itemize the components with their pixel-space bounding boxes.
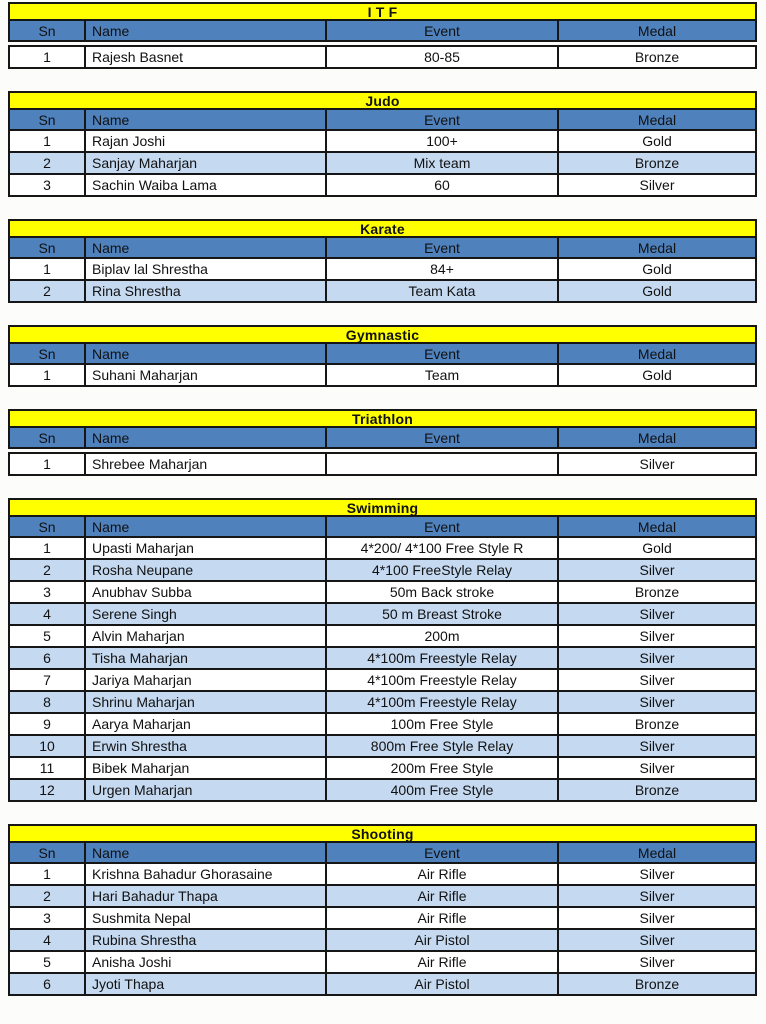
table-row <box>10 974 755 996</box>
table-body <box>8 864 757 996</box>
cell-event: Air Rifle <box>327 886 559 906</box>
column-header-event: Event <box>327 517 559 536</box>
column-header-sn: Sn <box>10 238 86 257</box>
cell-medal: Gold <box>642 540 672 556</box>
cell-event: 800m Free Style Relay <box>327 736 559 756</box>
sport-table <box>8 219 757 303</box>
cell-name: Hari Bahadur Thapa <box>86 886 327 906</box>
cell-sn: 1 <box>10 454 86 474</box>
cell-name: Shrinu Maharjan <box>86 692 327 712</box>
cell-name: Bibek Maharjan <box>86 758 327 778</box>
cell-sn: 1 <box>10 864 86 884</box>
table-title: I T F <box>8 2 757 21</box>
column-header-row <box>8 428 757 449</box>
column-header-event: Event <box>327 843 559 862</box>
table-body <box>8 259 757 303</box>
cell-event: 4*100m Freestyle Relay <box>327 692 559 712</box>
cell-event: 4*100 FreeStyle Relay <box>327 560 559 580</box>
cell-medal: Gold <box>642 283 672 299</box>
table-row <box>10 131 755 153</box>
cell-event: Team Kata <box>327 281 559 301</box>
table-row <box>10 952 755 974</box>
cell-sn: 1 <box>10 365 86 385</box>
column-header-row <box>8 238 757 259</box>
column-header-medal: Medal <box>637 518 677 535</box>
table-row <box>10 930 755 952</box>
cell-medal: Silver <box>639 760 675 776</box>
cell-medal: Silver <box>639 562 675 578</box>
table-row <box>10 560 755 582</box>
cell-name: Anubhav Subba <box>86 582 327 602</box>
cell-sn: 2 <box>10 560 86 580</box>
cell-name: Sanjay Maharjan <box>86 153 327 173</box>
cell-name: Sachin Waiba Lama <box>86 175 327 195</box>
cell-sn: 3 <box>10 908 86 928</box>
column-header-sn: Sn <box>10 21 86 40</box>
column-header-row <box>8 21 757 42</box>
column-header-event: Event <box>327 344 559 363</box>
column-header-medal: Medal <box>637 844 677 861</box>
cell-name: Upasti Maharjan <box>86 538 327 558</box>
column-header-sn: Sn <box>10 344 86 363</box>
cell-medal: Bronze <box>634 155 680 171</box>
cell-name: Rina Shrestha <box>86 281 327 301</box>
cell-name: Alvin Maharjan <box>86 626 327 646</box>
cell-name: Suhani Maharjan <box>86 365 327 385</box>
cell-sn: 2 <box>10 153 86 173</box>
cell-name: Serene Singh <box>86 604 327 624</box>
cell-medal: Gold <box>642 367 672 383</box>
cell-sn: 1 <box>10 259 86 279</box>
cell-sn: 3 <box>10 175 86 195</box>
cell-name: Krishna Bahadur Ghorasaine <box>86 864 327 884</box>
column-header-medal: Medal <box>637 111 677 128</box>
column-header-sn: Sn <box>10 517 86 536</box>
cell-medal: Silver <box>639 606 675 622</box>
cell-event: 4*100m Freestyle Relay <box>327 648 559 668</box>
table-row <box>10 886 755 908</box>
cell-sn: 1 <box>10 538 86 558</box>
table-body <box>8 538 757 802</box>
cell-name: Jariya Maharjan <box>86 670 327 690</box>
cell-name: Shrebee Maharjan <box>86 454 327 474</box>
table-title: Shooting <box>8 824 757 843</box>
cell-name: Aarya Maharjan <box>86 714 327 734</box>
column-header-name: Name <box>86 344 327 363</box>
table-row <box>10 538 755 560</box>
sport-table <box>8 2 757 69</box>
cell-medal: Bronze <box>634 584 680 600</box>
table-title: Gymnastic <box>8 325 757 344</box>
table-row <box>10 153 755 175</box>
cell-medal: Silver <box>639 628 675 644</box>
sport-table <box>8 824 757 996</box>
cell-medal: Silver <box>639 694 675 710</box>
cell-sn: 7 <box>10 670 86 690</box>
cell-event: Air Pistol <box>327 930 559 950</box>
cell-sn: 12 <box>10 780 86 800</box>
cell-medal: Gold <box>642 261 672 277</box>
cell-medal: Silver <box>639 456 675 472</box>
column-header-row <box>8 110 757 131</box>
cell-event: 100m Free Style <box>327 714 559 734</box>
cell-medal: Bronze <box>634 716 680 732</box>
cell-name: Rajan Joshi <box>86 131 327 151</box>
cell-sn: 6 <box>10 974 86 994</box>
column-header-event: Event <box>327 21 559 40</box>
table-body <box>8 365 757 387</box>
cell-medal: Silver <box>639 932 675 948</box>
cell-medal: Silver <box>639 738 675 754</box>
cell-sn: 5 <box>10 952 86 972</box>
cell-sn: 11 <box>10 758 86 778</box>
cell-name: Urgen Maharjan <box>86 780 327 800</box>
cell-name: Sushmita Nepal <box>86 908 327 928</box>
column-header-medal: Medal <box>637 239 677 256</box>
table-title: Swimming <box>8 498 757 517</box>
cell-sn: 2 <box>10 886 86 906</box>
table-row <box>10 648 755 670</box>
table-row <box>10 670 755 692</box>
cell-event: 400m Free Style <box>327 780 559 800</box>
cell-event: 80-85 <box>327 47 559 67</box>
cell-name: Anisha Joshi <box>86 952 327 972</box>
cell-event: Air Rifle <box>327 952 559 972</box>
cell-name: Rubina Shrestha <box>86 930 327 950</box>
table-title: Karate <box>8 219 757 238</box>
cell-event: 200m <box>327 626 559 646</box>
cell-event: Air Rifle <box>327 908 559 928</box>
table-title: Judo <box>8 91 757 110</box>
cell-medal: Bronze <box>634 976 680 992</box>
column-header-sn: Sn <box>10 110 86 129</box>
table-title: Triathlon <box>8 409 757 428</box>
cell-event: Mix team <box>327 153 559 173</box>
cell-sn: 4 <box>10 930 86 950</box>
cell-medal: Silver <box>639 650 675 666</box>
cell-sn: 8 <box>10 692 86 712</box>
column-header-row <box>8 344 757 365</box>
column-header-sn: Sn <box>10 428 86 447</box>
table-row <box>10 175 755 197</box>
table-row <box>10 626 755 648</box>
table-row <box>10 47 755 69</box>
table-body <box>8 45 757 69</box>
table-row <box>10 908 755 930</box>
sport-table <box>8 498 757 802</box>
column-header-medal: Medal <box>637 429 677 446</box>
cell-sn: 5 <box>10 626 86 646</box>
cell-medal: Silver <box>639 672 675 688</box>
table-row <box>10 604 755 626</box>
table-body <box>8 452 757 476</box>
column-header-event: Event <box>327 238 559 257</box>
cell-event: Team <box>327 365 559 385</box>
table-row <box>10 454 755 476</box>
sport-table <box>8 409 757 476</box>
cell-event: 50m Back stroke <box>327 582 559 602</box>
column-header-medal: Medal <box>637 22 677 39</box>
table-row <box>10 714 755 736</box>
cell-event: 4*200/ 4*100 Free Style R <box>327 538 559 558</box>
column-header-row <box>8 517 757 538</box>
cell-sn: 10 <box>10 736 86 756</box>
table-row <box>10 692 755 714</box>
sport-table <box>8 91 757 197</box>
table-row <box>10 758 755 780</box>
cell-sn: 4 <box>10 604 86 624</box>
table-row <box>10 736 755 758</box>
cell-event: 100+ <box>327 131 559 151</box>
cell-event: 60 <box>327 175 559 195</box>
column-header-event: Event <box>327 110 559 129</box>
cell-event: Air Rifle <box>327 864 559 884</box>
cell-name: Jyoti Thapa <box>86 974 327 994</box>
table-row <box>10 864 755 886</box>
table-row <box>10 582 755 604</box>
column-header-name: Name <box>86 517 327 536</box>
column-header-name: Name <box>86 110 327 129</box>
table-row <box>10 281 755 303</box>
cell-medal: Gold <box>642 133 672 149</box>
cell-name: Rosha Neupane <box>86 560 327 580</box>
cell-sn: 1 <box>10 131 86 151</box>
table-row <box>10 780 755 802</box>
cell-event <box>327 454 559 474</box>
column-header-name: Name <box>86 238 327 257</box>
cell-sn: 1 <box>10 47 86 67</box>
cell-sn: 3 <box>10 582 86 602</box>
cell-name: Rajesh Basnet <box>86 47 327 67</box>
cell-medal: Silver <box>639 177 675 193</box>
column-header-sn: Sn <box>10 843 86 862</box>
table-row <box>10 365 755 387</box>
table-row <box>10 259 755 281</box>
table-body <box>8 131 757 197</box>
cell-medal: Silver <box>639 866 675 882</box>
sport-table <box>8 325 757 387</box>
cell-sn: 9 <box>10 714 86 734</box>
cell-event: 200m Free Style <box>327 758 559 778</box>
cell-event: Air Pistol <box>327 974 559 994</box>
cell-event: 4*100m Freestyle Relay <box>327 670 559 690</box>
cell-medal: Silver <box>639 910 675 926</box>
column-header-name: Name <box>86 428 327 447</box>
column-header-row <box>8 843 757 864</box>
cell-name: Biplav lal Shrestha <box>86 259 327 279</box>
column-header-medal: Medal <box>637 345 677 362</box>
cell-medal: Bronze <box>634 49 680 65</box>
cell-event: 50 m Breast Stroke <box>327 604 559 624</box>
cell-name: Tisha Maharjan <box>86 648 327 668</box>
cell-sn: 6 <box>10 648 86 668</box>
cell-event: 84+ <box>327 259 559 279</box>
column-header-name: Name <box>86 21 327 40</box>
column-header-event: Event <box>327 428 559 447</box>
cell-medal: Silver <box>639 954 675 970</box>
tables-container <box>8 2 757 996</box>
cell-medal: Bronze <box>634 782 680 798</box>
cell-name: Erwin Shrestha <box>86 736 327 756</box>
column-header-name: Name <box>86 843 327 862</box>
cell-medal: Silver <box>639 888 675 904</box>
cell-sn: 2 <box>10 281 86 301</box>
